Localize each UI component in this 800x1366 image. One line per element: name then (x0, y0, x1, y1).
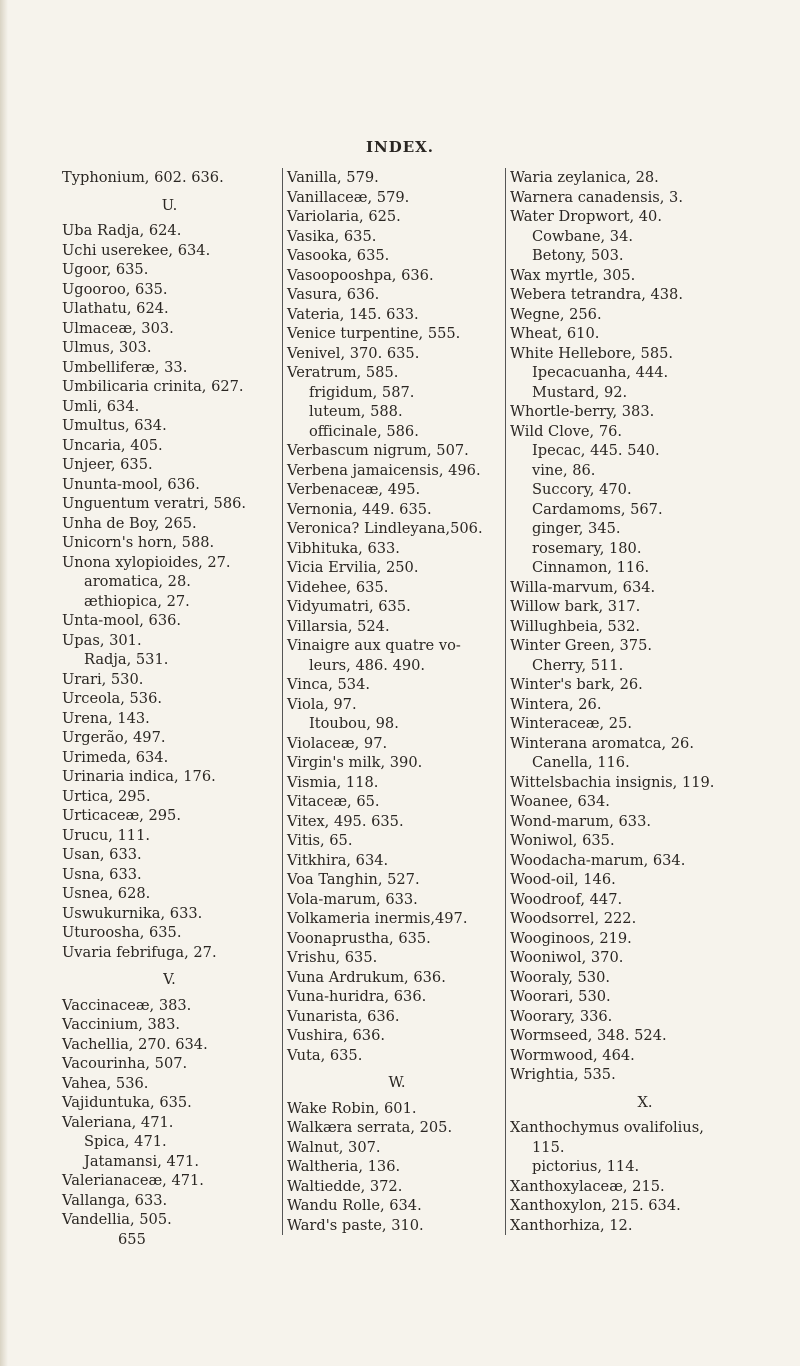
index-entry: Vinaigre aux quatre vo- (287, 637, 461, 654)
index-entry: Ugoor, 635. (62, 261, 149, 278)
index-entry: Umbelliferæ, 33. (62, 358, 188, 376)
index-entry: Voa Tanghin, 527. (287, 871, 420, 888)
index-entry: Vicia Ervilia, 250. (287, 559, 419, 576)
index-column-3 (505, 168, 780, 1235)
index-entry: Ununta-mool, 636. (62, 475, 200, 493)
index-entry: Vajiduntuka, 635. (62, 1094, 192, 1111)
index-subentry: Cinnamon, 116. (532, 559, 650, 576)
index-entry: Wooraly, 530. (510, 968, 611, 986)
index-entry: Uba Radja, 624. (62, 222, 182, 239)
index-entry: Willughbeia, 532. (510, 617, 641, 635)
index-subentry: luteum, 588. (309, 403, 403, 420)
index-entry: Vola-marum, 633. (287, 890, 418, 908)
index-subentry: Cherry, 511. (532, 656, 624, 674)
index-entry: Vuna Ardrukum, 636. (287, 968, 446, 986)
index-entry: Usna, 633. (62, 865, 142, 883)
index-entry: Vidyumatri, 635. (287, 598, 411, 615)
index-subentry: Succory, 470. (532, 481, 632, 498)
index-entry: Xanthoxylon, 215. 634. (510, 1197, 681, 1214)
index-subentry: rosemary, 180. (532, 539, 642, 557)
index-entry: Urceola, 536. (62, 690, 163, 707)
index-entry: Vitis, 65. (287, 832, 353, 849)
index-entry: Upas, 301. (62, 631, 142, 649)
index-entry: Unha de Boy, 265. (62, 514, 197, 532)
index-entry: Vuta, 635. (287, 1046, 363, 1064)
index-entry: Vateria, 145. 633. (287, 305, 419, 323)
index-subentry: vine, 86. (532, 461, 596, 479)
index-entry: Valerianaceæ, 471. (62, 1172, 204, 1189)
index-subentry: Cardamoms, 567. (532, 500, 663, 518)
index-entry: Vasura, 636. (287, 286, 380, 303)
index-entry: Winterana aromatca, 26. (510, 734, 694, 752)
index-entry: Vunarista, 636. (287, 1007, 400, 1025)
index-subentry: Jatamansi, 471. (84, 1152, 199, 1170)
index-entry: Wood-oil, 146. (510, 871, 616, 888)
index-entry: Vitex, 495. 635. (287, 812, 404, 830)
index-entry: Woorary, 336. (510, 1007, 613, 1025)
index-entry: Wormwood, 464. (510, 1046, 635, 1064)
index-entry: Ulmaceæ, 303. (62, 319, 174, 337)
index-subentry: frigidum, 587. (309, 383, 415, 401)
index-entry: Usnea, 628. (62, 885, 151, 902)
index-entry: Typhonium, 602. 636. (62, 169, 224, 186)
section-letter: X. (637, 1093, 653, 1111)
index-entry: Wrightia, 535. (510, 1066, 616, 1083)
index-entry: Wandu Rolle, 634. (287, 1197, 422, 1214)
index-entry: Unguentum veratri, 586. (62, 495, 247, 512)
index-subentry: Radja, 531. (84, 651, 169, 668)
index-entry: Vacourinha, 507. (62, 1055, 188, 1072)
index-entry: Vanillaceæ, 579. (287, 188, 410, 206)
index-entry: Voonaprustha, 635. (287, 929, 431, 947)
index-entry: Ulathatu, 624. (62, 300, 169, 317)
index-entry: Umultus, 634. (62, 417, 167, 434)
index-entry: Willa-marvum, 634. (510, 578, 656, 596)
index-entry: Vismia, 118. (287, 773, 379, 791)
index-entry: Vrishu, 635. (287, 949, 378, 966)
index-subentry: Spica, 471. (84, 1133, 167, 1150)
index-entry: Winter's bark, 26. (510, 676, 643, 693)
index-entry: White Hellebore, 585. (510, 344, 674, 362)
index-entry: Villarsia, 524. (287, 617, 390, 635)
section-letter: U. (161, 196, 178, 214)
index-entry: Woanee, 634. (510, 793, 610, 810)
index-subentry: Cowbane, 34. (532, 227, 634, 245)
section-letter: W. (388, 1074, 406, 1091)
index-entry: Wond-marum, 633. (510, 812, 651, 830)
index-entry: Videhee, 635. (287, 578, 389, 596)
index-entry: Umbilicaria crinita, 627. (62, 378, 244, 395)
index-entry: Vushira, 636. (287, 1027, 386, 1044)
index-entry: Woodroof, 447. (510, 890, 623, 908)
index-entry: Urimeda, 634. (62, 748, 169, 766)
index-subentry: aromatica, 28. (84, 573, 191, 590)
index-subentry: Itoubou, 98. (309, 715, 399, 732)
index-entry: Urgerão, 497. (62, 729, 166, 746)
index-subentry: Canella, 116. (532, 754, 630, 771)
index-entry: Waltheria, 136. (287, 1158, 401, 1175)
index-entry: Veronica? Lindleyana,506. (287, 520, 483, 537)
index-entry: Unona xylopioides, 27. (62, 553, 231, 571)
index-entry: Urtica, 295. (62, 787, 151, 805)
index-entry: Wheat, 610. (510, 325, 600, 342)
index-entry: Willow bark, 317. (510, 598, 641, 615)
index-entry: Vuna-huridra, 636. (287, 988, 427, 1005)
index-entry: Vitaceæ, 65. (287, 793, 380, 810)
index-entry: Variolaria, 625. (287, 208, 401, 225)
section-letter: V. (163, 971, 176, 988)
index-entry: Vallanga, 633. (62, 1191, 168, 1209)
index-entry: Venice turpentine, 555. (287, 325, 461, 342)
page-header: INDEX. (365, 138, 435, 156)
index-subentry: Betony, 503. (532, 247, 624, 264)
index-entry: Woorari, 530. (510, 988, 611, 1005)
index-entry: Verbenaceæ, 495. (287, 481, 421, 498)
index-entry: Unjeer, 635. (62, 456, 153, 473)
index-entry: Xanthoxylaceæ, 215. (510, 1177, 665, 1195)
index-entry: Unicorn's horn, 588. (62, 534, 215, 551)
index-entry: Wooniwol, 370. (510, 949, 624, 966)
index-entry: Uchi userekee, 634. (62, 241, 211, 259)
index-column-2 (282, 168, 507, 1235)
index-entry: Veratrum, 585. (287, 364, 399, 381)
index-entry: Urucu, 111. (62, 826, 151, 844)
index-entry: Xanthorhiza, 12. (510, 1216, 633, 1234)
index-entry: Walnut, 307. (287, 1138, 381, 1156)
index-entry: Verbena jamaicensis, 496. (287, 461, 481, 479)
index-entry: Vernonia, 449. 635. (287, 500, 432, 518)
index-entry: Unta-mool, 636. (62, 612, 182, 629)
index-entry: Uncaria, 405. (62, 436, 163, 454)
index-entry: Uswukurnika, 633. (62, 904, 203, 922)
index-entry: Warnera canadensis, 3. (510, 188, 683, 206)
index-subentry: Ipecacuanha, 444. (532, 364, 669, 381)
index-entry: Woodacha-marum, 634. (510, 851, 686, 869)
index-entry: Water Dropwort, 40. (510, 208, 662, 225)
index-entry: Urinaria indica, 176. (62, 768, 216, 785)
index-subentry: officinale, 586. (309, 422, 419, 440)
index-entry: Viola, 97. (287, 695, 357, 713)
index-entry: Vinca, 534. (287, 676, 370, 693)
index-entry: Woniwol, 635. (510, 832, 615, 849)
index-entry: Vibhituka, 633. (287, 539, 400, 557)
index-subentry: pictorius, 114. (532, 1158, 640, 1175)
index-entry: Vasooka, 635. (287, 247, 390, 264)
index-entry: Wild Clove, 76. (510, 422, 623, 440)
index-entry: Woodsorrel, 222. (510, 910, 637, 927)
index-entry: Uturoosha, 635. (62, 924, 182, 941)
index-entry: Waltiedde, 372. (287, 1177, 403, 1195)
index-entry: Vaccinium, 383. (62, 1016, 180, 1033)
index-subentry: æthiopica, 27. (84, 592, 190, 610)
index-entry: Uvaria febrifuga, 27. (62, 943, 217, 961)
index-entry: Ugooroo, 635. (62, 280, 168, 298)
index-column-1 (62, 168, 277, 1249)
index-entry: Wegne, 256. (510, 305, 602, 323)
index-entry-continuation: 115. (532, 1138, 565, 1156)
index-entry: Ulmus, 303. (62, 339, 152, 356)
index-subentry: Ipecac, 445. 540. (532, 442, 660, 459)
index-entry: Wormseed, 348. 524. (510, 1027, 667, 1044)
index-entry: Urari, 530. (62, 670, 144, 688)
index-entry: Wintera, 26. (510, 695, 602, 713)
index-entry: Urena, 143. (62, 709, 150, 727)
index-entry: Valeriana, 471. (62, 1113, 174, 1131)
index-entry: Volkameria inermis,497. (287, 910, 468, 927)
index-entry: Wake Robin, 601. (287, 1099, 417, 1117)
index-entry: Violaceæ, 97. (287, 734, 388, 752)
index-entry: Usan, 633. (62, 846, 142, 863)
index-entry: Wax myrtle, 305. (510, 266, 636, 284)
index-entry: Vandellia, 505. (62, 1211, 172, 1228)
index-subentry: Mustard, 92. (532, 383, 628, 401)
index-entry: Wittelsbachia insignis, 119. (510, 773, 715, 791)
index-entry: Ward's paste, 310. (287, 1216, 424, 1234)
index-entry: Venivel, 370. 635. (287, 344, 420, 362)
index-subentry: ginger, 345. (532, 520, 621, 537)
index-entry: Vanilla, 579. (287, 169, 379, 186)
index-entry: Walkæra serrata, 205. (287, 1119, 453, 1136)
index-entry: Xanthochymus ovalifolius, (510, 1119, 704, 1136)
index-entry: Urticaceæ, 295. (62, 807, 181, 824)
page-number: 655 (118, 1230, 146, 1248)
index-entry: Whortle-berry, 383. (510, 403, 655, 420)
index-entry: Webera tetrandra, 438. (510, 286, 683, 303)
index-entry: Umli, 634. (62, 397, 140, 415)
index-entry: Wooginoos, 219. (510, 929, 632, 947)
index-entry-continuation: leurs, 486. 490. (309, 656, 426, 674)
index-entry: Vitkhira, 634. (287, 851, 389, 869)
index-entry: Vasoopooshpa, 636. (287, 266, 434, 284)
page-edge-shadow (0, 0, 8, 1366)
index-entry: Winteraceæ, 25. (510, 715, 633, 732)
index-entry: Vaccinaceæ, 383. (62, 996, 192, 1014)
index-entry: Waria zeylanica, 28. (510, 169, 659, 186)
index-entry: Winter Green, 375. (510, 637, 653, 654)
index-entry: Virgin's milk, 390. (287, 754, 423, 771)
index-entry: Vasika, 635. (287, 227, 377, 245)
index-entry: Vachellia, 270. 634. (62, 1035, 208, 1053)
index-entry: Verbascum nigrum, 507. (287, 442, 469, 459)
index-entry: Vahea, 536. (62, 1074, 149, 1092)
